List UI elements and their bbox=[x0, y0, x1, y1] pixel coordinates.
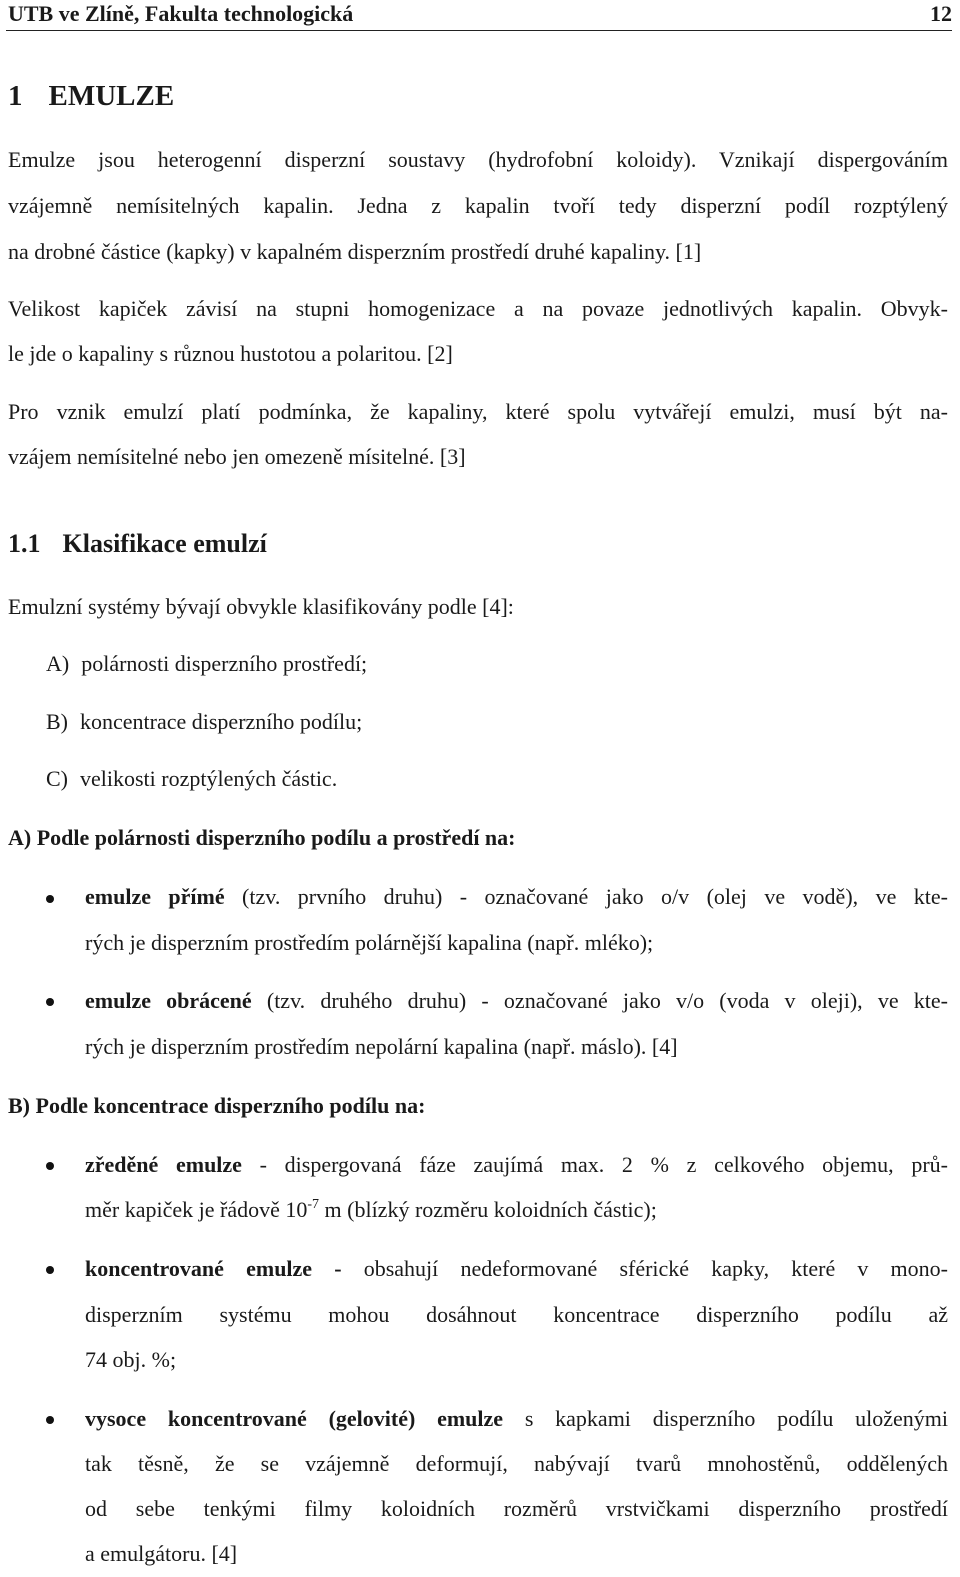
exponent: -7 bbox=[307, 1197, 320, 1212]
bullet-term: zředěné emulze bbox=[85, 1152, 242, 1177]
paragraph-line: le jde o kapaliny s různou hustotou a polaritou. [2] bbox=[8, 341, 453, 366]
bullet-line: 74 obj. %; bbox=[85, 1347, 177, 1372]
chapter-title: EMULZE bbox=[48, 80, 175, 112]
paragraph-line: vzájem nemísitelné nebo jen omezeně mísitelné. [3] bbox=[8, 444, 466, 469]
page-number: 12 bbox=[930, 1, 952, 26]
bullet-line bbox=[85, 1256, 948, 1282]
paragraph-line: Emulze jsou heterogenní disperzní soustavy (hydrofobní koloidy). Vznikají dispergováním bbox=[8, 147, 948, 172]
bullet-line bbox=[85, 988, 948, 1014]
chapter-number: 1 bbox=[8, 80, 23, 112]
subheading-concentration: B) Podle koncentrace disperzního podílu na: bbox=[8, 1093, 426, 1118]
bullet-line bbox=[85, 1406, 948, 1432]
list-item bbox=[46, 766, 337, 792]
bullet-icon bbox=[46, 1416, 54, 1424]
paragraph-line: na drobné částice (kapky) v kapalném disperzním prostředí druhé kapaliny. [1] bbox=[8, 239, 702, 264]
bullet-text: měr kapiček je řádově 10 bbox=[85, 1197, 308, 1222]
section-number: 1.1 bbox=[8, 529, 41, 558]
bullet-line bbox=[85, 884, 948, 910]
header-institution: UTB ve Zlíně, Fakulta technologická bbox=[8, 1, 354, 26]
section-heading bbox=[8, 529, 267, 559]
bullet-term: emulze obrácené bbox=[85, 988, 252, 1013]
list-item bbox=[46, 709, 362, 735]
bullet-text: obsahují nedeformované sférické kapky, které v mono- bbox=[341, 1256, 948, 1281]
list-label: C) bbox=[46, 766, 68, 791]
bullet-line: rých je disperzním prostředím nepolární kapalina (např. máslo). [4] bbox=[85, 1034, 678, 1059]
bullet-icon bbox=[46, 1162, 54, 1170]
list-label: A) bbox=[46, 651, 70, 676]
paragraph-line: Pro vznik emulzí platí podmínka, že kapaliny, které spolu vytvářejí emulzi, musí být na- bbox=[8, 399, 948, 424]
bullet-icon bbox=[46, 895, 54, 903]
section-title: Klasifikace emulzí bbox=[62, 529, 267, 558]
bullet-term: vysoce koncentrované (gelovité) emulze bbox=[85, 1406, 504, 1431]
bullet-line bbox=[85, 1152, 948, 1178]
list-text: velikosti rozptýlených částic. bbox=[80, 766, 338, 791]
bullet-icon bbox=[46, 998, 54, 1006]
bullet-text: - dispergovaná fáze zaujímá max. 2 % z celkového objemu, prů- bbox=[241, 1152, 948, 1177]
bullet-line: tak těsně, že se vzájemně deformují, nabývají tvarů mnohostěnů, oddělených bbox=[85, 1451, 948, 1476]
subheading-polarity: A) Podle polárnosti disperzního podílu a prostředí na: bbox=[8, 825, 516, 850]
paragraph-line: vzájemně nemísitelných kapalin. Jedna z kapalin tvoří tedy disperzní podíl rozptýlený bbox=[8, 193, 948, 218]
paragraph-line: Velikost kapiček závisí na stupni homogenizace a na povaze jednotlivých kapalin. Obvyk- bbox=[8, 296, 948, 321]
list-label: B) bbox=[46, 709, 68, 734]
bullet-term: emulze přímé bbox=[85, 884, 225, 909]
bullet-line: od sebe tenkými filmy koloidních rozměrů vrstvičkami disperzního prostředí bbox=[85, 1496, 948, 1521]
bullet-line: disperzním systému mohou dosáhnout koncentrace disperzního podílu až bbox=[85, 1302, 948, 1327]
bullet-term: koncentrované emulze - bbox=[85, 1256, 342, 1281]
list-text: koncentrace disperzního podílu; bbox=[80, 709, 363, 734]
bullet-line: a emulgátoru. [4] bbox=[85, 1541, 238, 1566]
chapter-heading bbox=[8, 80, 174, 113]
list-text: polárnosti disperzního prostředí; bbox=[81, 651, 368, 676]
bullet-line bbox=[85, 1197, 657, 1223]
bullet-text: (tzv. prvního druhu) - označované jako o/v (olej ve vodě), ve kte- bbox=[224, 884, 948, 909]
bullet-text: (tzv. druhého druhu) - označované jako v/o (voda v oleji), ve kte- bbox=[251, 988, 948, 1013]
bullet-text: s kapkami disperzního podílu uloženými bbox=[503, 1406, 948, 1431]
bullet-icon bbox=[46, 1266, 54, 1274]
page-header bbox=[6, 0, 952, 31]
classification-intro: Emulzní systémy bývají obvykle klasifikovány podle [4]: bbox=[8, 594, 514, 619]
list-item bbox=[46, 651, 367, 677]
bullet-text: m (blízký rozměru koloidních částic); bbox=[319, 1197, 657, 1222]
bullet-line: rých je disperzním prostředím polárnější kapalina (např. mléko); bbox=[85, 930, 654, 955]
